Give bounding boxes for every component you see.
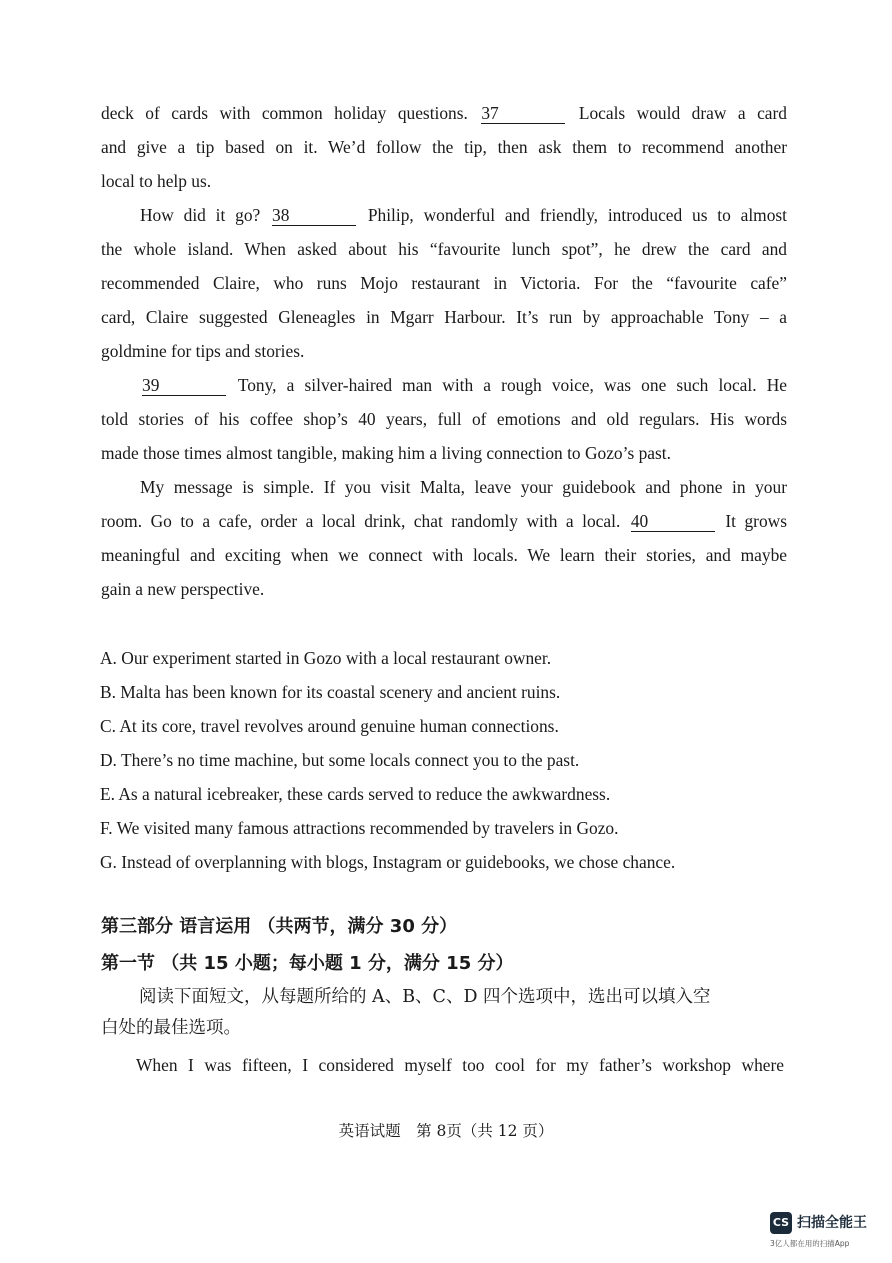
- option-item: B. Malta has been known for its coastal scenery and ancient ruins.: [100, 682, 561, 702]
- answer-blank: 40: [631, 511, 715, 532]
- option-item: A. Our experiment started in Gozo with a local restaurant owner.: [100, 648, 552, 668]
- passage-line: [101, 300, 787, 334]
- answer-options: [100, 641, 800, 879]
- instruction-line: 阅读下面短文，从每题所给的 A、B、C、D 四个选项中，选出可以填入空: [139, 987, 711, 1007]
- watermark-tagline: 3亿人都在用的扫描App: [770, 1239, 850, 1248]
- option-item: F. We visited many famous attractions recommended by travelers in Gozo.: [100, 818, 619, 838]
- passage-text: the whole island. When asked about his “favourite lunch spot”, he drew the card and: [101, 239, 787, 259]
- passage-line: [101, 130, 787, 164]
- passage-text: meaningful and exciting when we connect with locals. We learn their stories, and maybe: [101, 545, 787, 565]
- passage-line: [101, 470, 787, 504]
- passage-line: [101, 334, 787, 368]
- passage-line: [101, 436, 787, 470]
- passage-text: Tony, a silver-haired man with a rough voice, was one such local. He: [228, 375, 787, 395]
- part-heading: 第三部分 语言运用 （共两节，满分 30 分）: [101, 916, 458, 937]
- passage-line: [101, 368, 787, 402]
- passage-text: Philip, wonderful and friendly, introduced us to almost: [358, 205, 787, 225]
- passage-line: [101, 164, 787, 198]
- option-item: E. As a natural icebreaker, these cards served to reduce the awkwardness.: [100, 784, 611, 804]
- passage-text: How did it go?: [140, 205, 271, 225]
- watermark-name: 扫描全能王: [797, 1215, 867, 1231]
- passage-line: [101, 572, 787, 606]
- sub-heading: 第一节 （共 15 小题；每小题 1 分，满分 15 分）: [101, 953, 514, 974]
- option-item: G. Instead of overplanning with blogs, Instagram or guidebooks, we chose chance.: [100, 852, 676, 872]
- passage-text: and give a tip based on it. We’d follow the tip, then ask them to recommend another: [101, 137, 787, 157]
- passage-text: recommended Claire, who runs Mojo restaurant in Victoria. For the “favourite cafe”: [101, 273, 787, 293]
- passage-line: [101, 198, 787, 232]
- language-use-section: [101, 908, 791, 1044]
- passage-text: My message is simple. If you visit Malta, leave your guidebook and phone in your: [140, 477, 787, 497]
- passage-text: goldmine for tips and stories.: [101, 341, 305, 361]
- passage-text: It grows: [716, 511, 787, 531]
- passage-text: gain a new perspective.: [101, 579, 265, 599]
- passage-text: room. Go to a cafe, order a local drink, chat randomly with a local.: [101, 511, 629, 531]
- passage-line: [101, 538, 787, 572]
- passage-line: [101, 266, 787, 300]
- passage-text: card, Claire suggested Gleneagles in Mgarr Harbour. It’s run by approachable Tony – a: [101, 307, 787, 327]
- answer-blank: 37: [481, 103, 565, 124]
- passage-text: made those times almost tangible, making him a living connection to Gozo’s past.: [101, 443, 671, 463]
- scanner-watermark: [770, 1209, 880, 1254]
- answer-blank: 38: [272, 205, 356, 226]
- camscanner-logo-icon: CS: [770, 1212, 792, 1234]
- instruction-line: 白处的最佳选项。: [101, 1018, 241, 1038]
- answer-blank: 39: [142, 375, 226, 396]
- option-item: C. At its core, travel revolves around genuine human connections.: [100, 716, 559, 736]
- cloze-passage-start: When I was fifteen, I considered myself too cool for my father’s workshop where: [136, 1055, 784, 1075]
- option-item: D. There’s no time machine, but some locals connect you to the past.: [100, 750, 580, 770]
- passage-line: [101, 96, 787, 130]
- passage-text: deck of cards with common holiday questions.: [101, 103, 480, 123]
- page-footer: 英语试题 第 8页（共 12 页）: [338, 1122, 554, 1140]
- passage-line: [101, 402, 787, 436]
- passage-text: Locals would draw a card: [567, 103, 787, 123]
- passage-line: [101, 504, 787, 538]
- passage-text: told stories of his coffee shop’s 40 years, full of emotions and old regulars. His words: [101, 409, 787, 429]
- passage-text: local to help us.: [101, 171, 212, 191]
- reading-passage: [101, 96, 787, 606]
- passage-line: [101, 232, 787, 266]
